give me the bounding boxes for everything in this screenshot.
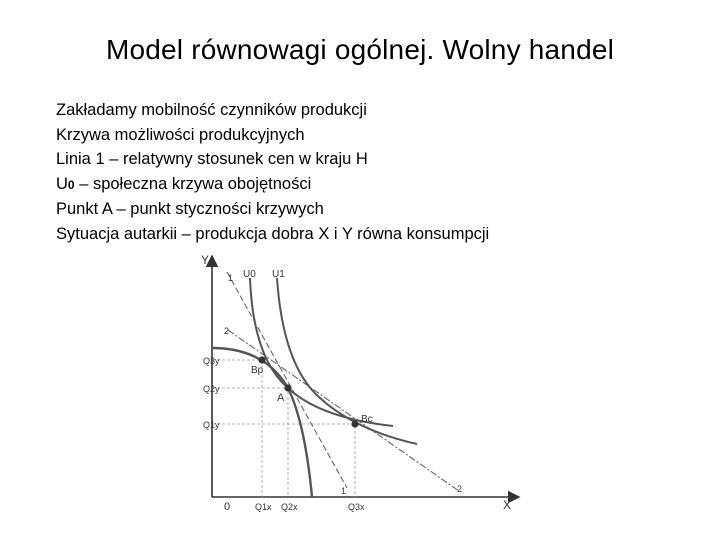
price-line-2 (228, 330, 459, 491)
origin-label: 0 (224, 501, 231, 513)
line-2-end-label: 2 (457, 484, 463, 494)
bullet-item: Zakładamy mobilność czynników produkcji (56, 101, 367, 119)
guide-a (212, 388, 288, 497)
line-1-end-label: 1 (341, 486, 347, 496)
u0-subscript: 0 (67, 177, 75, 192)
bullet-item: Linia 1 – relatywny stosunek cen w kraju H (56, 150, 368, 168)
bullet-item: Krzywa możliwości produkcyjnych (56, 125, 305, 144)
u0-symbol: U (56, 174, 68, 193)
u0-description: – społeczna krzywa obojętności (74, 174, 312, 193)
tick-label-q3x: Q3x (348, 502, 365, 512)
point-bc (351, 420, 358, 427)
point-bp (258, 356, 265, 363)
general-equilibrium-diagram (195, 248, 530, 523)
tick-label-q2y: Q2y (203, 384, 220, 394)
tick-label-q1x: Q1x (255, 502, 272, 512)
point-a (284, 384, 291, 391)
line-1-label: 1 (228, 273, 234, 283)
point-bp-label: Bp (251, 365, 264, 376)
point-a-label: A (277, 392, 285, 404)
x-axis-label: X (503, 498, 512, 512)
tick-label-q1y: Q1y (203, 420, 220, 430)
line-2-label: 2 (224, 326, 230, 336)
u1-label: U1 (272, 269, 285, 280)
price-line-1 (227, 272, 347, 488)
slide-title: Model równowagi ogólnej. Wolny handel (105, 34, 615, 65)
u0-label: U0 (243, 269, 256, 280)
tick-label-q2x: Q2x (281, 502, 298, 512)
guide-bc (212, 424, 355, 497)
bullet-item: Sytuacja autarkii – produkcja dobra X i Y równa konsumpcji (56, 224, 490, 243)
point-bc-label: Bc (361, 414, 373, 425)
tick-label-q3y: Q3y (203, 356, 220, 366)
bullet-item: Punkt A – punkt styczności krzywych (56, 200, 324, 218)
bullet-list (56, 98, 489, 246)
y-axis-label: Y (200, 253, 209, 267)
bullet-item (56, 172, 489, 198)
